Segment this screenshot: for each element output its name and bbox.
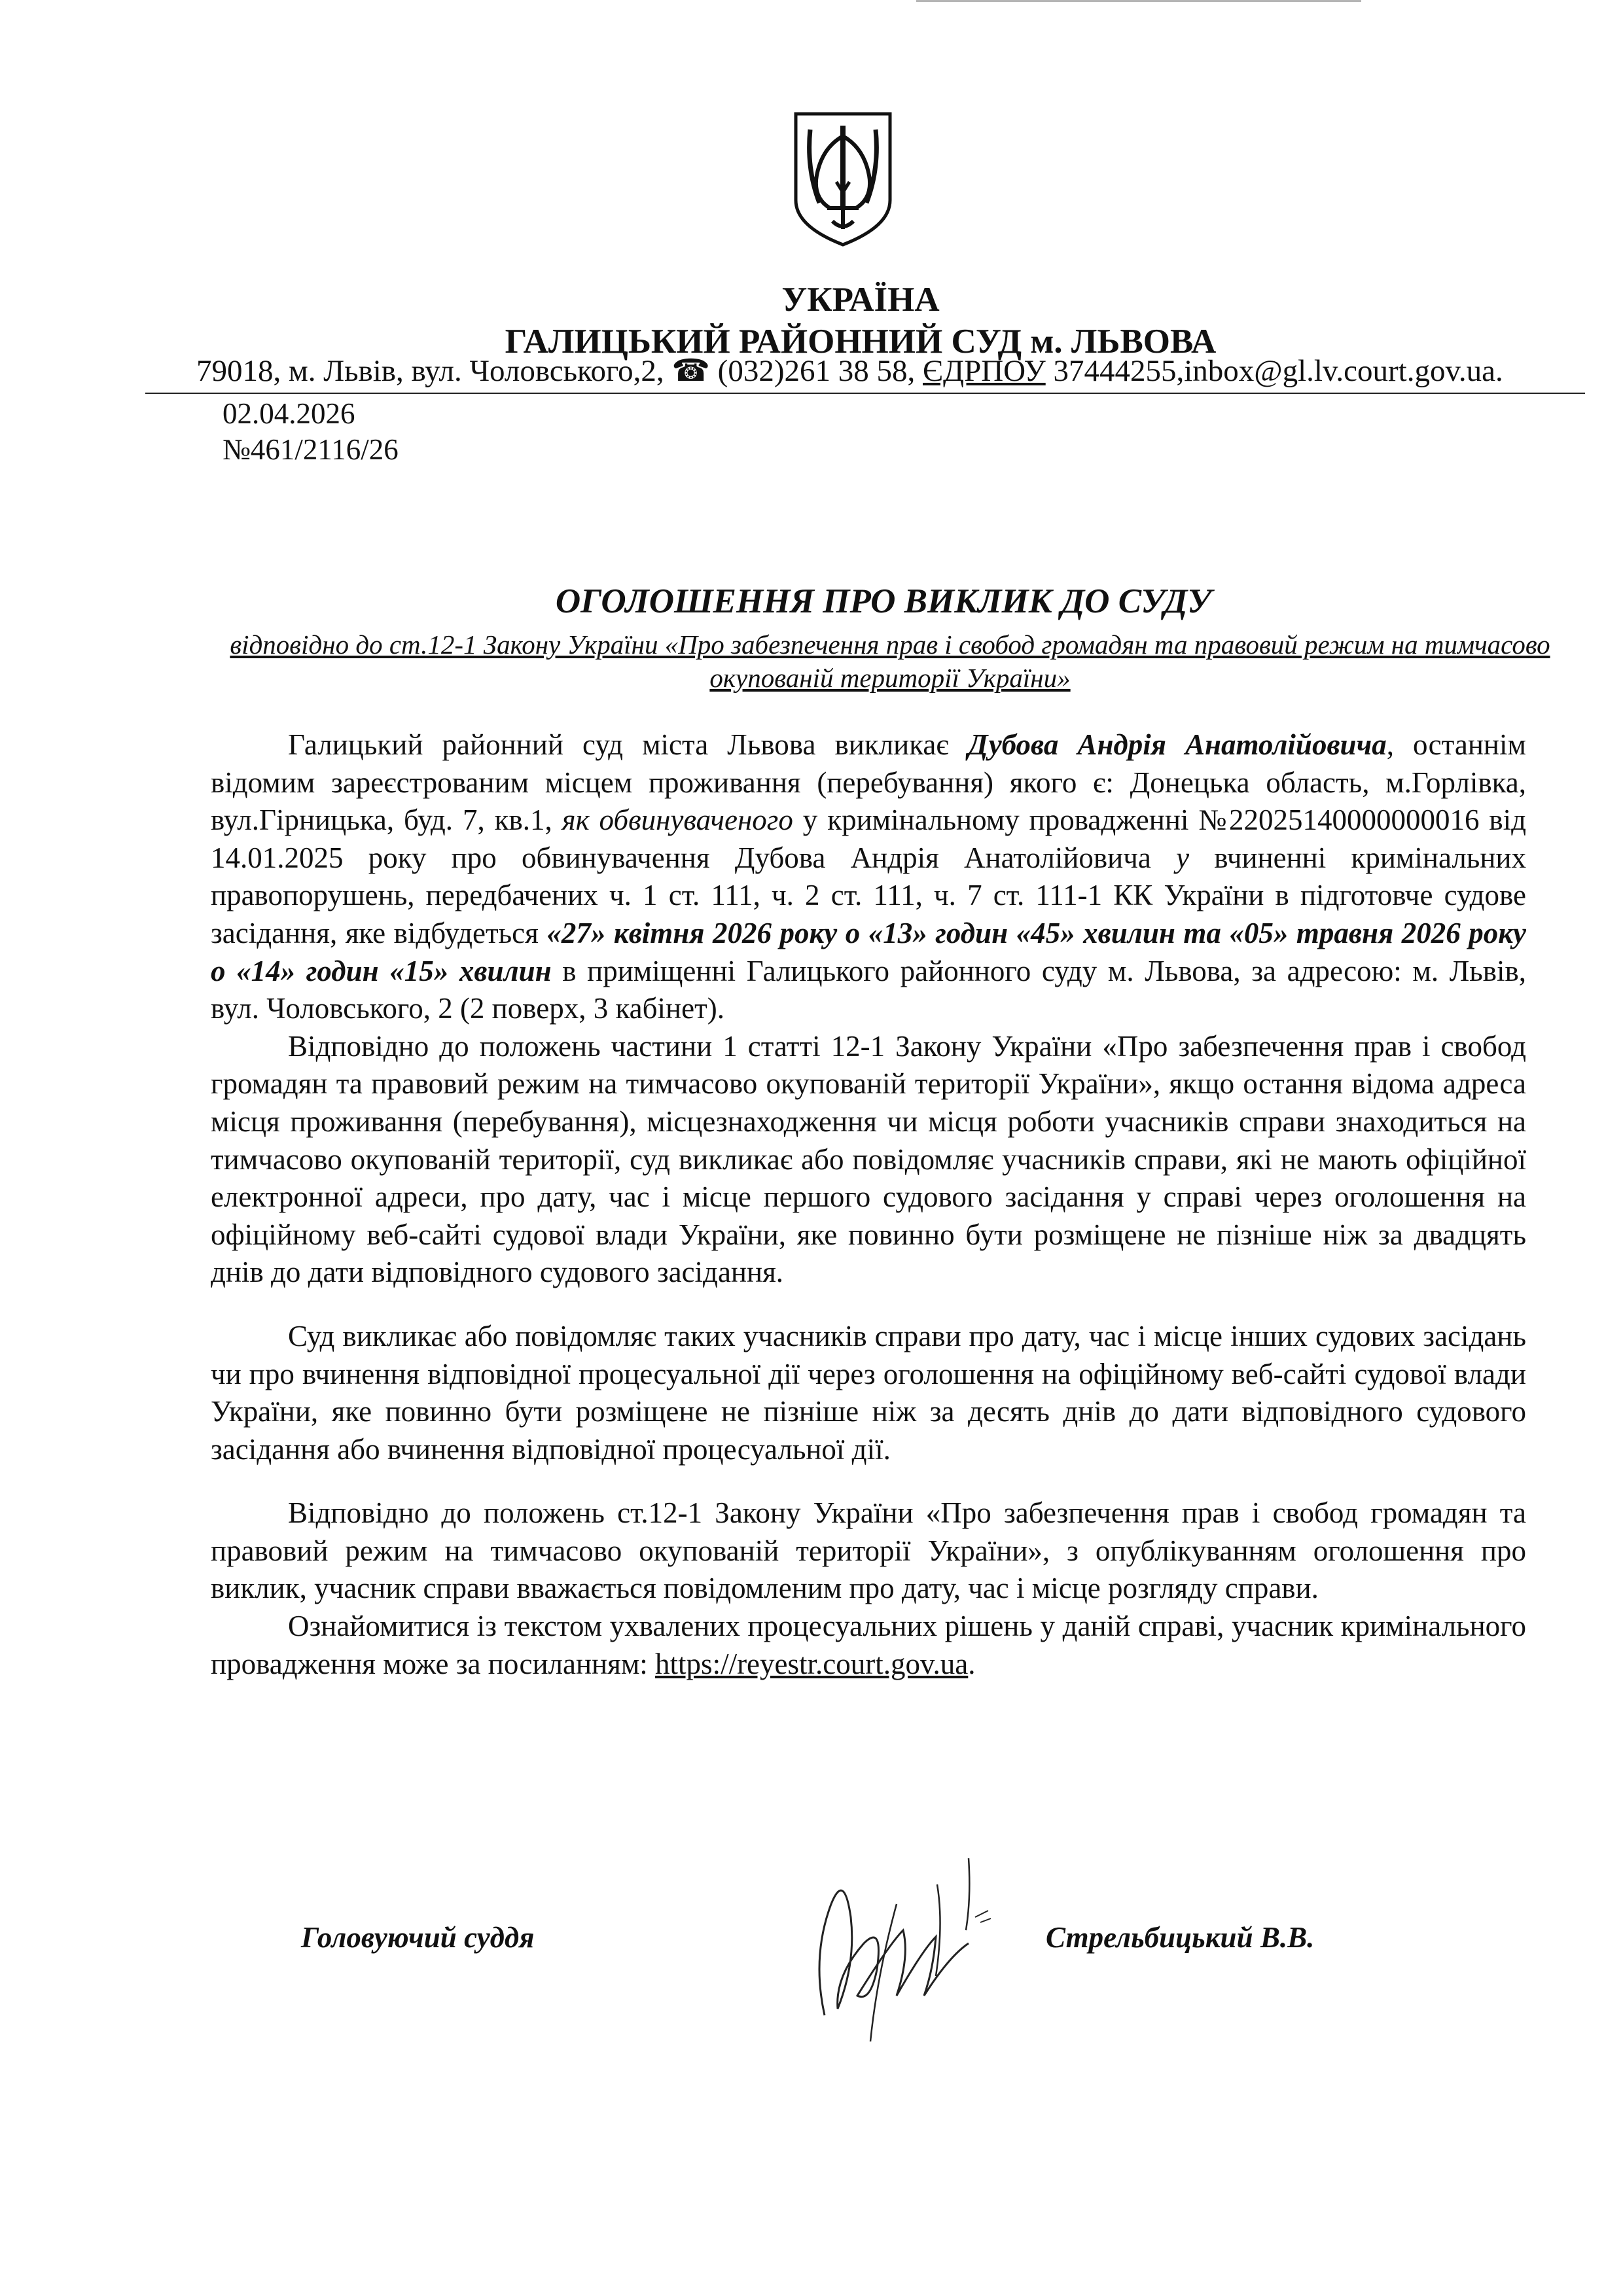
header-divider: [145, 393, 1585, 394]
accused-name: Дубова Андрія Анатолійовича: [967, 728, 1387, 761]
country-heading: УКРАЇНА: [781, 281, 940, 319]
trident-coat-of-arms-icon: [791, 110, 895, 249]
summons-preposition: у: [1176, 841, 1190, 874]
court-address: 79018, м. Львів, вул. Чоловського,2,: [196, 354, 664, 388]
document-subtitle: відповідно до ст.12-1 Закону України «Про забезпечення прав і свобод громадян та правовий режим на тимчасово окупованій території України»: [230, 629, 1550, 693]
top-dashed-line: [916, 0, 1361, 2]
accused-role: як обвинуваченого: [562, 804, 793, 837]
phone-icon: ☎: [671, 354, 710, 388]
document-number: №461/2116/26: [223, 433, 399, 466]
edrpou-label: ЄДРПОУ: [922, 354, 1046, 388]
summons-charges: вчиненні кримінальних правопорушень, передбачених ч. 1 ст. 111, ч. 2 ст. 111, ч. 7 ст. 111-1 КК України в підготовче судове засідання, яке відбудеться: [211, 841, 1526, 949]
summons-address: , останнім відомим зареєстрованим місцем проживання (перебування) якого є: Донецька область, м.Горлівка, вул.Гірницька, буд. 7, кв.1,: [211, 728, 1526, 837]
summons-case: у кримінальному провадженні №22025140000000016 від 14.01.2025 року про обвинувачення Дубова Андрія Анатолійовича: [211, 804, 1526, 874]
court-name-heading: ГАЛИЦЬКИЙ РАЙОННИЙ СУД м. ЛЬВОВА: [505, 323, 1217, 361]
paragraph-other-hearings: Суд викликає або повідомляє таких учасників справи про дату, час і місце інших судових засідань чи про вчинення відповідної процесуальної дії через оголошення на офіційному веб-сайті судової влади України, яке повинно бути розміщене не пізніше ніж за десять днів до дати відповідного судового засідання або вчинення відповідної процесуальної дії.: [211, 1319, 1526, 1466]
paragraph-notification: Відповідно до положень ст.12-1 Закону України «Про забезпечення прав і свобод громадян та правовий режим на тимчасово окупованій території України», з опублікуванням оголошення про виклик, учасник справи вважається повідомленим про дату, час і місце розгляду справи.: [211, 1496, 1526, 1605]
registry-link[interactable]: https://reyestr.court.gov.ua: [655, 1647, 969, 1680]
registry-text: Ознайомитися із текстом ухвалених процесуальних рішень у даній справі, учасник кримінального провадження може за посиланням:: [211, 1610, 1526, 1680]
judge-position: Головуючий суддя: [301, 1921, 535, 1954]
document-date: 02.04.2026: [223, 397, 355, 430]
handwritten-signature: [772, 1845, 1008, 2055]
judge-name: Стрельбицький В.В.: [1046, 1921, 1315, 1954]
paragraph-legal-basis: Відповідно до положень частини 1 статті 12-1 Закону України «Про забезпечення прав і свобод громадян та правовий режим на тимчасово окупованій території України», якщо остання відома адреса місця проживання (перебування), місцезнаходження чи місця роботи учасників справи знаходиться на тимчасово окупованій території, суд викликає або повідомляє учасників справи, які не мають офіційної електронної адреси, про дату, час і місце першого судового засідання у справі через оголошення на офіційному веб-сайті судової влади України, яке повинно бути розміщене не пізніше ніж за двадцять днів до дати відповідного судового засідання.: [211, 1029, 1526, 1289]
paragraph-registry: [211, 1608, 1526, 1683]
court-phone: (032)261 38 58,: [717, 354, 916, 388]
summons-location: в приміщенні Галицького районного суду м. Львова, за адресою: м. Львів, вул. Чоловського, 2 (2 поверх, 3 кабінет).: [211, 954, 1526, 1025]
edrpou-email: 37444255,inbox@gl.lv.court.gov.ua.: [1045, 354, 1503, 388]
document-meta: [223, 396, 399, 468]
paragraph-summons: [211, 726, 1526, 1028]
document-body: [211, 726, 1526, 1683]
summons-intro: Галицький районний суд міста Львова викликає: [288, 728, 968, 761]
registry-end: .: [968, 1647, 976, 1680]
hearing-dates: «27» квітня 2026 року о «13» годин «45» хвилин та «05» травня 2026 року о «14» годин «15» хвилин: [211, 916, 1526, 987]
document-title: ОГОЛОШЕННЯ ПРО ВИКЛИК ДО СУДУ: [555, 582, 1212, 620]
court-contacts: [196, 352, 1603, 390]
